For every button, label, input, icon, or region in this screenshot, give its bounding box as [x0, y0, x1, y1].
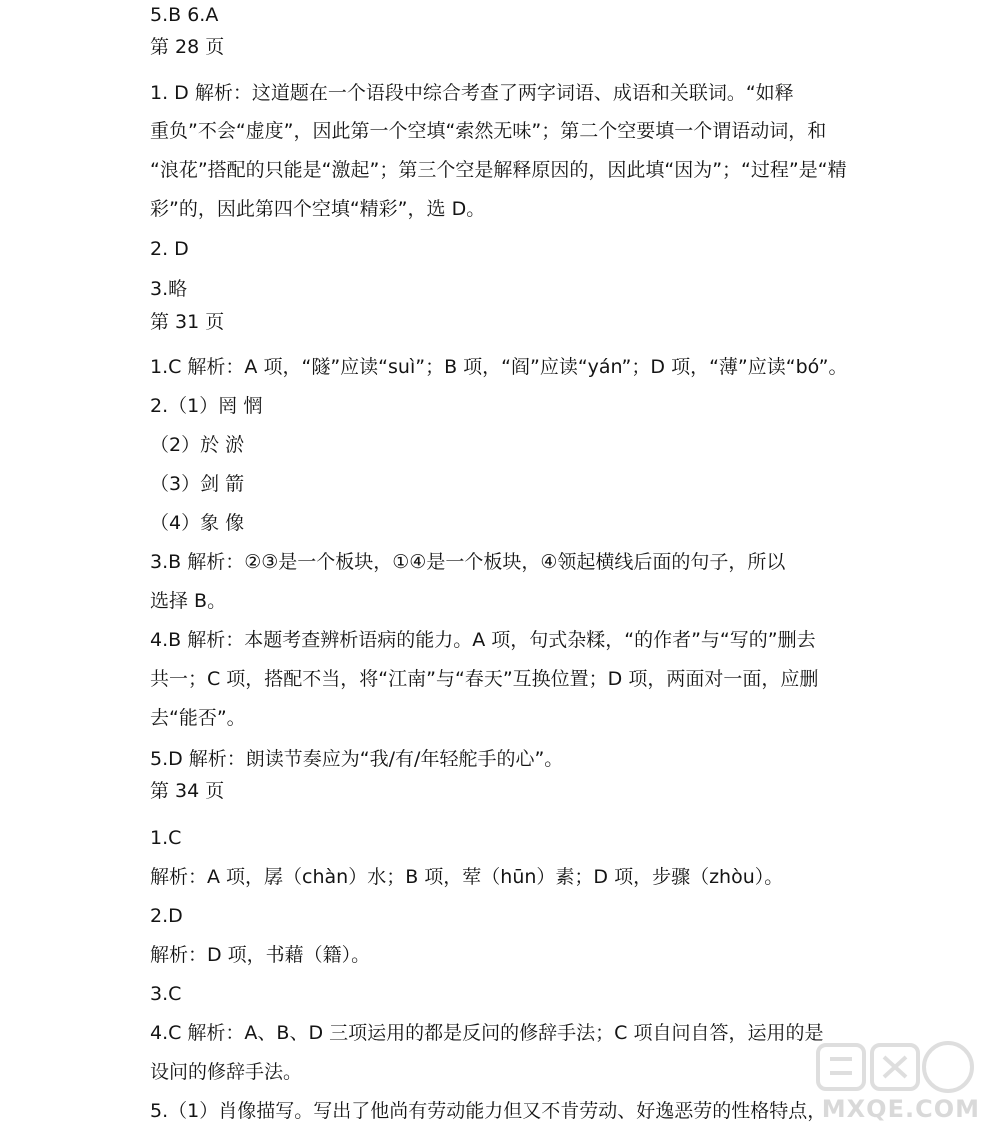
answer-line: 1.C	[150, 827, 182, 849]
answer-line: 选择 B。	[150, 590, 227, 612]
answer-line: 去“能否”。	[150, 707, 246, 729]
answer-line: 4.B 解析：本题考查辨析语病的能力。A 项，句式杂糅，“的作者”与“写的”删去	[150, 629, 816, 651]
answer-line: 3.B 解析：②③是一个板块，①④是一个板块，④领起横线后面的句子，所以	[150, 551, 786, 573]
answer-line: 3.C	[150, 983, 182, 1005]
answer-line: 共一；C 项，搭配不当，将“江南”与“春天”互换位置；D 项，两面对一面，应删	[150, 668, 819, 690]
answer-line: 1.C 解析：A 项，“隧”应读“suì”；B 项，“阎”应读“yán”；D 项，“薄”应读“bó”。	[150, 356, 848, 378]
answer-line: 5.（1）肖像描写。写出了他尚有劳动能力但又不肯劳动、好逸恶劳的性格特点，	[150, 1100, 827, 1122]
answer-line: 4.C 解析：A、B、D 三项运用的都是反问的修辞手法；C 项自问自答，运用的是	[150, 1022, 824, 1044]
answer-line: （2）於 淤	[150, 434, 245, 456]
answer-line: “浪花”搭配的只能是“激起”；第三个空是解释原因的，因此填“因为”；“过程”是“精	[150, 159, 847, 181]
answer-line: 2. D	[150, 238, 189, 260]
answer-line: 重负”不会“虚度”，因此第一个空填“索然无味”；第二个空要填一个谓语动词，和	[150, 120, 827, 142]
answer-line: 2.D	[150, 905, 183, 927]
page-heading: 第 31 页	[150, 311, 225, 333]
answer-line: 5.D 解析：朗读节奏应为“我/有/年轻舵手的心”。	[150, 748, 564, 770]
answer-line: （4）象 像	[150, 512, 245, 534]
answer-line: 5.B 6.A	[150, 4, 219, 26]
page-heading: 第 34 页	[150, 780, 225, 802]
answer-line: 2.（1）罔 惘	[150, 395, 263, 417]
answer-line: （3）剑 箭	[150, 473, 245, 495]
watermark-text: MXQE.COM	[821, 1095, 980, 1123]
answer-line: 解析：A 项，孱（chàn）水；B 项，荤（hūn）素；D 项，步骤（zhòu）。	[150, 866, 784, 888]
answer-line: 设问的修辞手法。	[150, 1061, 303, 1083]
answer-line: 解析：D 项，书藉（籍）。	[150, 944, 371, 966]
page-heading: 第 28 页	[150, 36, 225, 58]
watermark-logo	[806, 1027, 986, 1127]
answer-line: 1. D 解析：这道题在一个语段中综合考查了两字词语、成语和关联词。“如释	[150, 82, 794, 104]
answer-line: 3.略	[150, 278, 188, 300]
answer-line: 彩”的，因此第四个空填“精彩”，选 D。	[150, 198, 486, 220]
